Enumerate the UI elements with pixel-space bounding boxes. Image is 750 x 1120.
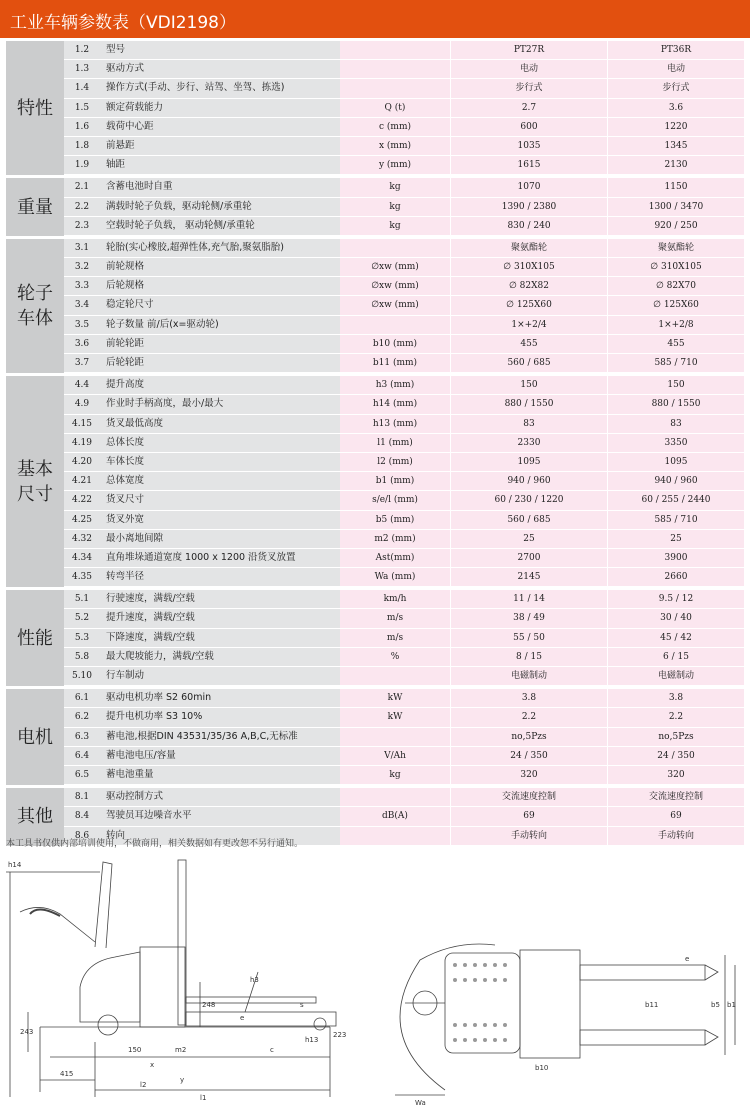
row-name: 转弯半径 xyxy=(100,568,340,586)
table-row xyxy=(64,667,744,686)
value-pt36r: 3350 xyxy=(607,434,744,452)
row-number: 2.3 xyxy=(64,217,100,235)
table-row xyxy=(64,728,744,747)
row-name: 含蓄电池时自重 xyxy=(100,178,340,196)
value-pt36r: 920 / 250 xyxy=(607,217,744,235)
footnote: 本工具书仅供内部培训使用，不做商用，相关数据如有更改恕不另行通知。 xyxy=(6,839,304,849)
table-row xyxy=(64,198,744,217)
row-unit: Wa (mm) xyxy=(340,568,450,586)
value-pt27r: 1×+2/4 xyxy=(450,316,607,334)
dim-h3: h3 xyxy=(250,976,259,984)
value-pt36r: 步行式 xyxy=(607,79,744,97)
value-pt27r: 880 / 1550 xyxy=(450,395,607,413)
row-name: 驱动电机功率 S2 60min xyxy=(100,689,340,707)
table-row xyxy=(64,79,744,98)
row-unit xyxy=(340,316,450,334)
value-pt36r: PT36R xyxy=(607,41,744,59)
value-pt27r: 电动 xyxy=(450,60,607,78)
dim-l2: l2 xyxy=(140,1081,147,1089)
value-pt27r: 560 / 685 xyxy=(450,354,607,372)
row-number: 1.6 xyxy=(64,118,100,136)
table-row xyxy=(64,453,744,472)
row-unit: c (mm) xyxy=(340,118,450,136)
row-unit xyxy=(340,41,450,59)
value-pt36r: 2.2 xyxy=(607,708,744,726)
row-unit xyxy=(340,667,450,685)
row-unit xyxy=(340,788,450,806)
row-name: 载荷中心距 xyxy=(100,118,340,136)
value-pt36r: 1345 xyxy=(607,137,744,155)
value-pt27r: 24 / 350 xyxy=(450,747,607,765)
value-pt36r: 320 xyxy=(607,766,744,784)
value-pt36r: 聚氨酯轮 xyxy=(607,239,744,257)
row-name: 总体长度 xyxy=(100,434,340,452)
value-pt36r: 交流速度控制 xyxy=(607,788,744,806)
row-name: 转向 xyxy=(100,827,340,845)
row-unit xyxy=(340,239,450,257)
value-pt36r: 2660 xyxy=(607,568,744,586)
dim-243: 243 xyxy=(20,1028,34,1036)
value-pt27r: 830 / 240 xyxy=(450,217,607,235)
spec-section xyxy=(6,376,744,590)
row-number: 5.2 xyxy=(64,609,100,627)
row-name: 提升速度，满载/空载 xyxy=(100,609,340,627)
row-unit: y (mm) xyxy=(340,156,450,174)
row-number: 1.3 xyxy=(64,60,100,78)
value-pt36r: 585 / 710 xyxy=(607,511,744,529)
value-pt27r: 2330 xyxy=(450,434,607,452)
dim-b11: b11 xyxy=(645,1001,659,1009)
value-pt27r: 940 / 960 xyxy=(450,472,607,490)
row-name: 提升高度 xyxy=(100,376,340,394)
row-name: 直角堆垛通道宽度 1000 x 1200 沿货叉放置 xyxy=(100,549,340,567)
dim-s: s xyxy=(300,1001,304,1009)
row-name: 提升电机功率 S3 10% xyxy=(100,708,340,726)
row-unit: s/e/l (mm) xyxy=(340,491,450,509)
row-name: 轮胎(实心橡胶,超弹性体,充气胎,聚氨脂胎) xyxy=(100,239,340,257)
value-pt36r: 150 xyxy=(607,376,744,394)
row-number: 6.3 xyxy=(64,728,100,746)
value-pt36r: ∅ 310X105 xyxy=(607,258,744,276)
row-name: 作业时手柄高度，最小/最大 xyxy=(100,395,340,413)
row-number: 4.20 xyxy=(64,453,100,471)
row-number: 1.4 xyxy=(64,79,100,97)
row-number: 2.1 xyxy=(64,178,100,196)
table-row xyxy=(64,549,744,568)
row-unit: kg xyxy=(340,198,450,216)
value-pt36r: 585 / 710 xyxy=(607,354,744,372)
row-unit: h3 (mm) xyxy=(340,376,450,394)
row-number: 4.25 xyxy=(64,511,100,529)
value-pt36r: 83 xyxy=(607,415,744,433)
row-unit: dB(A) xyxy=(340,807,450,825)
value-pt27r: 2.2 xyxy=(450,708,607,726)
value-pt27r: ∅ 310X105 xyxy=(450,258,607,276)
section-category: 重量 xyxy=(6,178,64,236)
row-name: 货叉最低高度 xyxy=(100,415,340,433)
row-name: 驾驶员耳边噪音水平 xyxy=(100,807,340,825)
value-pt36r: 69 xyxy=(607,807,744,825)
table-row xyxy=(64,60,744,79)
row-name: 蓄电池,根据DIN 43531/35/36 A,B,C,无标准 xyxy=(100,728,340,746)
row-number: 3.4 xyxy=(64,296,100,314)
table-row xyxy=(64,415,744,434)
row-unit: km/h xyxy=(340,590,450,608)
row-number: 3.2 xyxy=(64,258,100,276)
value-pt27r: 83 xyxy=(450,415,607,433)
value-pt27r: 11 / 14 xyxy=(450,590,607,608)
table-row xyxy=(64,788,744,807)
dim-e-top: e xyxy=(685,955,690,963)
table-row xyxy=(64,99,744,118)
value-pt36r: ∅ 82X70 xyxy=(607,277,744,295)
row-name: 后轮轮距 xyxy=(100,354,340,372)
row-unit: kW xyxy=(340,708,450,726)
table-row xyxy=(64,239,744,258)
row-number: 5.8 xyxy=(64,648,100,666)
row-unit xyxy=(340,728,450,746)
value-pt27r: 55 / 50 xyxy=(450,629,607,647)
row-unit: kg xyxy=(340,178,450,196)
row-name: 最小离地间隙 xyxy=(100,530,340,548)
row-name: 货叉尺寸 xyxy=(100,491,340,509)
row-unit: m/s xyxy=(340,629,450,647)
spec-table xyxy=(6,41,744,849)
value-pt27r: 1070 xyxy=(450,178,607,196)
dim-e: e xyxy=(240,1014,245,1022)
value-pt36r: 1×+2/8 xyxy=(607,316,744,334)
row-number: 4.9 xyxy=(64,395,100,413)
section-category: 轮子 车体 xyxy=(6,239,64,373)
row-unit: b5 (mm) xyxy=(340,511,450,529)
row-name: 驱动方式 xyxy=(100,60,340,78)
row-unit: m2 (mm) xyxy=(340,530,450,548)
dim-223: 223 xyxy=(333,1031,347,1039)
table-row xyxy=(64,217,744,236)
row-name: 额定荷载能力 xyxy=(100,99,340,117)
value-pt36r: 6 / 15 xyxy=(607,648,744,666)
dim-150: 150 xyxy=(128,1046,142,1054)
section-category: 其他 xyxy=(6,788,64,846)
row-number: 3.7 xyxy=(64,354,100,372)
row-unit: h13 (mm) xyxy=(340,415,450,433)
dim-h14: h14 xyxy=(8,861,22,869)
row-unit xyxy=(340,60,450,78)
table-row xyxy=(64,568,744,587)
row-name: 型号 xyxy=(100,41,340,59)
table-row xyxy=(64,178,744,197)
value-pt36r: 电动 xyxy=(607,60,744,78)
row-number: 4.4 xyxy=(64,376,100,394)
row-unit: b11 (mm) xyxy=(340,354,450,372)
row-unit: h14 (mm) xyxy=(340,395,450,413)
value-pt27r: 2.7 xyxy=(450,99,607,117)
row-name: 轮子数量 前/后(x=驱动轮) xyxy=(100,316,340,334)
value-pt36r: 9.5 / 12 xyxy=(607,590,744,608)
value-pt27r: 69 xyxy=(450,807,607,825)
row-unit: l1 (mm) xyxy=(340,434,450,452)
value-pt36r: ∅ 125X60 xyxy=(607,296,744,314)
title-bar xyxy=(0,0,750,38)
table-row xyxy=(64,41,744,60)
value-pt27r: 25 xyxy=(450,530,607,548)
row-name: 总体宽度 xyxy=(100,472,340,490)
row-name: 蓄电池重量 xyxy=(100,766,340,784)
table-row xyxy=(64,156,744,175)
value-pt27r: 步行式 xyxy=(450,79,607,97)
row-number: 4.15 xyxy=(64,415,100,433)
row-unit: Ast(mm) xyxy=(340,549,450,567)
table-row xyxy=(64,766,744,785)
row-name: 下降速度，满载/空载 xyxy=(100,629,340,647)
row-number: 3.5 xyxy=(64,316,100,334)
row-unit xyxy=(340,827,450,845)
row-name: 行车制动 xyxy=(100,667,340,685)
table-row xyxy=(64,491,744,510)
row-number: 1.9 xyxy=(64,156,100,174)
table-row xyxy=(64,511,744,530)
dim-y: y xyxy=(180,1076,185,1084)
value-pt36r: 2130 xyxy=(607,156,744,174)
section-category: 性能 xyxy=(6,590,64,686)
row-name: 行驶速度，满载/空载 xyxy=(100,590,340,608)
row-unit: V/Ah xyxy=(340,747,450,765)
dim-b5: b5 xyxy=(711,1001,720,1009)
row-name: 最大爬坡能力，满载/空载 xyxy=(100,648,340,666)
value-pt36r: 3.8 xyxy=(607,689,744,707)
section-category: 特性 xyxy=(6,41,64,175)
value-pt27r: 2145 xyxy=(450,568,607,586)
row-unit: kW xyxy=(340,689,450,707)
value-pt27r: 38 / 49 xyxy=(450,609,607,627)
dim-x: x xyxy=(150,1061,155,1069)
table-row xyxy=(64,689,744,708)
dim-h13: h13 xyxy=(305,1036,319,1044)
value-pt27r: 150 xyxy=(450,376,607,394)
table-row xyxy=(64,530,744,549)
value-pt27r: 600 xyxy=(450,118,607,136)
row-unit: ∅xw (mm) xyxy=(340,258,450,276)
row-name: 轴距 xyxy=(100,156,340,174)
value-pt27r: 60 / 230 / 1220 xyxy=(450,491,607,509)
row-number: 1.5 xyxy=(64,99,100,117)
row-unit: x (mm) xyxy=(340,137,450,155)
value-pt36r: 手动转向 xyxy=(607,827,744,845)
table-row xyxy=(64,609,744,628)
table-row xyxy=(64,354,744,373)
table-row xyxy=(64,708,744,727)
section-category: 电机 xyxy=(6,689,64,785)
row-number: 6.4 xyxy=(64,747,100,765)
table-row xyxy=(64,118,744,137)
dim-wa: Wa xyxy=(415,1099,426,1107)
value-pt27r: PT27R xyxy=(450,41,607,59)
table-row xyxy=(64,335,744,354)
value-pt27r: ∅ 82X82 xyxy=(450,277,607,295)
table-row xyxy=(64,648,744,667)
value-pt27r: 320 xyxy=(450,766,607,784)
value-pt36r: 1220 xyxy=(607,118,744,136)
row-unit: l2 (mm) xyxy=(340,453,450,471)
value-pt27r: 交流速度控制 xyxy=(450,788,607,806)
dim-c: c xyxy=(270,1046,274,1054)
value-pt36r: 880 / 1550 xyxy=(607,395,744,413)
row-number: 5.10 xyxy=(64,667,100,685)
dim-m2: m2 xyxy=(175,1046,187,1054)
row-number: 4.34 xyxy=(64,549,100,567)
table-row xyxy=(64,258,744,277)
row-number: 5.3 xyxy=(64,629,100,647)
row-name: 驱动控制方式 xyxy=(100,788,340,806)
spec-section xyxy=(6,178,744,239)
row-number: 8.1 xyxy=(64,788,100,806)
side-view-drawing xyxy=(0,852,370,1114)
row-number: 3.1 xyxy=(64,239,100,257)
value-pt27r: 聚氨酯轮 xyxy=(450,239,607,257)
table-row xyxy=(64,137,744,156)
value-pt27r: ∅ 125X60 xyxy=(450,296,607,314)
value-pt27r: 1095 xyxy=(450,453,607,471)
top-view-drawing xyxy=(385,935,745,1115)
section-category: 基本 尺寸 xyxy=(6,376,64,587)
spec-section xyxy=(6,239,744,376)
table-row xyxy=(64,316,744,335)
value-pt36r: no,5Pzs xyxy=(607,728,744,746)
spec-section xyxy=(6,590,744,689)
value-pt36r: 3900 xyxy=(607,549,744,567)
row-name: 稳定轮尺寸 xyxy=(100,296,340,314)
row-number: 4.35 xyxy=(64,568,100,586)
table-row xyxy=(64,277,744,296)
value-pt36r: 1300 / 3470 xyxy=(607,198,744,216)
value-pt27r: 560 / 685 xyxy=(450,511,607,529)
row-number: 5.1 xyxy=(64,590,100,608)
row-number: 4.32 xyxy=(64,530,100,548)
row-name: 货叉外宽 xyxy=(100,511,340,529)
value-pt27r: 2700 xyxy=(450,549,607,567)
dim-248: 248 xyxy=(202,1001,216,1009)
value-pt36r: 3.6 xyxy=(607,99,744,117)
value-pt27r: 电磁制动 xyxy=(450,667,607,685)
table-row xyxy=(64,629,744,648)
spec-section xyxy=(6,41,744,178)
row-unit: kg xyxy=(340,217,450,235)
row-name: 车体长度 xyxy=(100,453,340,471)
row-unit: Q (t) xyxy=(340,99,450,117)
value-pt36r: 1095 xyxy=(607,453,744,471)
value-pt36r: 30 / 40 xyxy=(607,609,744,627)
row-number: 4.22 xyxy=(64,491,100,509)
row-unit: kg xyxy=(340,766,450,784)
value-pt27r: 455 xyxy=(450,335,607,353)
dim-415: 415 xyxy=(60,1070,74,1078)
row-name: 前轮规格 xyxy=(100,258,340,276)
row-number: 1.2 xyxy=(64,41,100,59)
row-unit: b1 (mm) xyxy=(340,472,450,490)
table-row xyxy=(64,747,744,766)
value-pt36r: 1150 xyxy=(607,178,744,196)
row-number: 3.6 xyxy=(64,335,100,353)
row-name: 后轮规格 xyxy=(100,277,340,295)
row-name: 空载时轮子负载， 驱动轮侧/承重轮 xyxy=(100,217,340,235)
value-pt36r: 60 / 255 / 2440 xyxy=(607,491,744,509)
value-pt27r: 8 / 15 xyxy=(450,648,607,666)
value-pt27r: 1390 / 2380 xyxy=(450,198,607,216)
value-pt27r: no,5Pzs xyxy=(450,728,607,746)
row-number: 8.6 xyxy=(64,827,100,845)
row-name: 前轮轮距 xyxy=(100,335,340,353)
value-pt36r: 455 xyxy=(607,335,744,353)
row-name: 前悬距 xyxy=(100,137,340,155)
value-pt36r: 940 / 960 xyxy=(607,472,744,490)
row-unit: ∅xw (mm) xyxy=(340,296,450,314)
value-pt27r: 手动转向 xyxy=(450,827,607,845)
row-number: 4.19 xyxy=(64,434,100,452)
table-row xyxy=(64,376,744,395)
dim-b1: b1 xyxy=(727,1001,736,1009)
row-number: 1.8 xyxy=(64,137,100,155)
row-unit: ∅xw (mm) xyxy=(340,277,450,295)
row-number: 3.3 xyxy=(64,277,100,295)
table-row xyxy=(64,807,744,826)
row-number: 6.5 xyxy=(64,766,100,784)
row-name: 蓄电池电压/容量 xyxy=(100,747,340,765)
row-name: 操作方式(手动、步行、站驾、坐驾、拣选) xyxy=(100,79,340,97)
spec-section xyxy=(6,689,744,788)
value-pt36r: 25 xyxy=(607,530,744,548)
value-pt27r: 1615 xyxy=(450,156,607,174)
value-pt36r: 电磁制动 xyxy=(607,667,744,685)
row-number: 6.2 xyxy=(64,708,100,726)
value-pt27r: 1035 xyxy=(450,137,607,155)
row-unit: m/s xyxy=(340,609,450,627)
row-number: 2.2 xyxy=(64,198,100,216)
row-name: 满载时轮子负载，驱动轮侧/承重轮 xyxy=(100,198,340,216)
table-row xyxy=(64,434,744,453)
row-unit: % xyxy=(340,648,450,666)
value-pt36r: 24 / 350 xyxy=(607,747,744,765)
row-number: 8.4 xyxy=(64,807,100,825)
value-pt36r: 45 / 42 xyxy=(607,629,744,647)
dim-b10: b10 xyxy=(535,1064,549,1072)
dim-l1: l1 xyxy=(200,1094,207,1102)
row-number: 4.21 xyxy=(64,472,100,490)
table-row xyxy=(64,472,744,491)
table-row xyxy=(64,296,744,315)
value-pt27r: 3.8 xyxy=(450,689,607,707)
row-unit: b10 (mm) xyxy=(340,335,450,353)
page-title: 工业车辆参数表（VDI2198） xyxy=(10,13,236,33)
row-number: 6.1 xyxy=(64,689,100,707)
table-row xyxy=(64,395,744,414)
table-row xyxy=(64,590,744,609)
row-unit xyxy=(340,79,450,97)
